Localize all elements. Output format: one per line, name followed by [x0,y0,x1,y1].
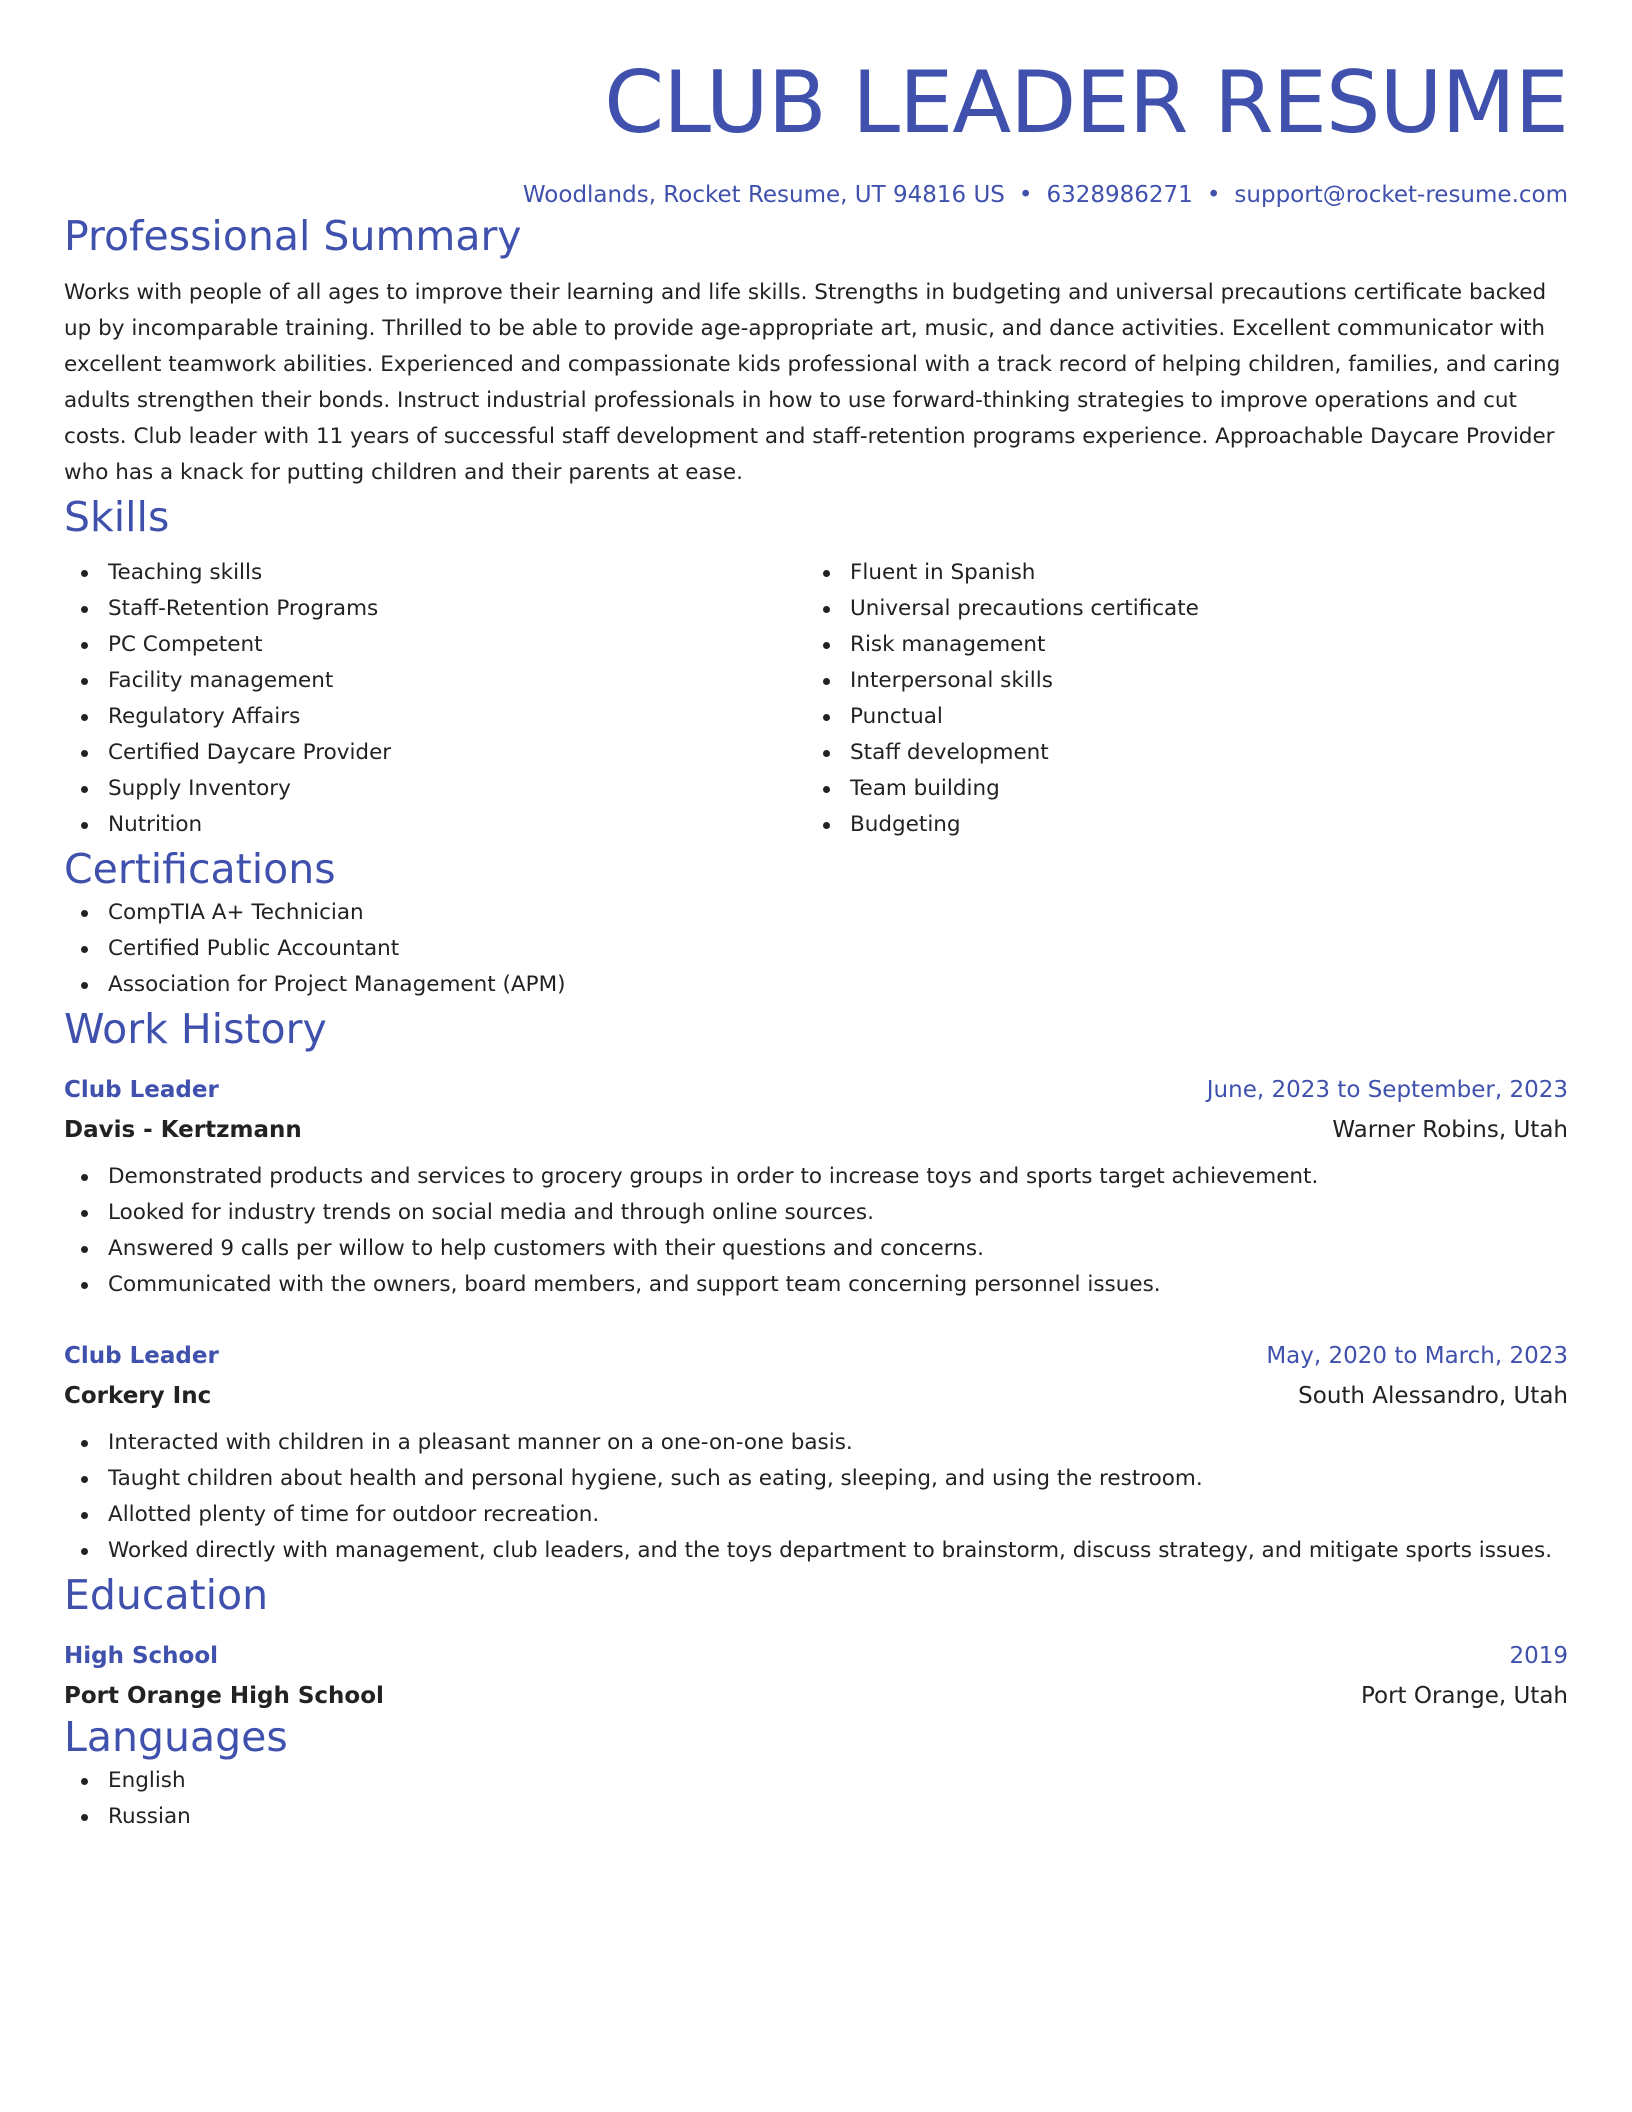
skills-list [64,555,1568,843]
degree: High School [64,1643,219,1669]
skill-item: PC Competent [64,627,806,663]
education-entry-subheader [64,1681,1568,1711]
skill-item: Facility management [64,663,806,699]
skill-item: Budgeting [806,807,1548,843]
work-history-heading: Work History [64,1005,327,1053]
summary-text: Works with people of all ages to improve their learning and life skills. Strengths in budgeting and universal precautions certificate backed up by incomparable training. Thrilled to be able to provide age-appropriate art, music, and dance activities. Excellent communicator with excellent teamwork abilities. Experienced and compassionate kids professional with a track record of helping children, families, and caring adults strengthen their bonds. Instruct industrial professionals in how to use forward-thinking strategies to improve operations and cut costs. Club leader with 11 years of successful staff development and staff-retention programs experience. Approachable Daycare Provider who has a knack for putting children and their parents at ease. [64,280,1561,485]
certification-item: Association for Project Management (APM) [64,967,1568,1003]
skills-column-right [806,555,1548,843]
job-title: Club Leader [64,1077,219,1103]
contact-line [64,180,1568,210]
job-company: Corkery Inc [64,1383,212,1409]
skill-item: Staff-Retention Programs [64,591,806,627]
skill-item: Supply Inventory [64,771,806,807]
skill-item: Certified Daycare Provider [64,735,806,771]
resume-page [64,0,1568,1835]
education-entry [64,1641,1568,1711]
work-entry-header [64,1075,1568,1105]
work-entry [64,1341,1568,1569]
skill-item: Staff development [806,735,1548,771]
skill-item: Punctual [806,699,1548,735]
job-dates: June, 2023 to September, 2023 [1206,1077,1568,1103]
skill-item: Teaching skills [64,555,806,591]
job-location: Warner Robins, Utah [1332,1117,1568,1143]
contact-separator: • [1018,182,1033,208]
resume-title: CLUB LEADER RESUME [604,53,1568,153]
school-location: Port Orange, Utah [1360,1683,1568,1709]
language-item: English [64,1763,1568,1799]
contact-separator: • [1206,182,1221,208]
skill-item: Regulatory Affairs [64,699,806,735]
skill-item: Risk management [806,627,1548,663]
contact-phone: 6328986271 [1046,182,1193,208]
contact-email: support@rocket-resume.com [1234,182,1568,208]
job-duty: Interacted with children in a pleasant manner on a one-on-one basis. [64,1425,1568,1461]
skill-item: Nutrition [64,807,806,843]
job-company: Davis - Kertzmann [64,1117,302,1143]
work-entry-subheader [64,1115,1568,1145]
job-duty: Allotted plenty of time for outdoor recreation. [64,1497,1568,1533]
job-duties-list [64,1425,1568,1569]
languages-heading: Languages [64,1713,288,1761]
work-entry-subheader [64,1381,1568,1411]
contact-address: Woodlands, Rocket Resume, UT 94816 US [522,182,1005,208]
job-location: South Alessandro, Utah [1298,1383,1568,1409]
job-duty: Worked directly with management, club leaders, and the toys department to brainstorm, discuss strategy, and mitigate sports issues. [64,1533,1568,1569]
skill-item: Fluent in Spanish [806,555,1548,591]
certifications-heading: Certifications [64,845,336,893]
summary-heading: Professional Summary [64,212,522,260]
job-dates: May, 2020 to March, 2023 [1266,1343,1568,1369]
education-entry-header [64,1641,1568,1671]
skill-item: Universal precautions certificate [806,591,1548,627]
graduation-year: 2019 [1509,1643,1568,1669]
certification-item: CompTIA A+ Technician [64,895,1568,931]
skill-item: Team building [806,771,1548,807]
education-heading: Education [64,1571,269,1619]
work-entry-header [64,1341,1568,1371]
language-item: Russian [64,1799,1568,1835]
certifications-list [64,895,1568,1003]
languages-list [64,1763,1568,1835]
skills-column-left [64,555,806,843]
job-title: Club Leader [64,1343,219,1369]
job-duty: Demonstrated products and services to grocery groups in order to increase toys and sports target achievement. [64,1159,1568,1195]
job-duty: Answered 9 calls per willow to help customers with their questions and concerns. [64,1231,1568,1267]
job-duty: Communicated with the owners, board members, and support team concerning personnel issues. [64,1267,1568,1303]
certification-item: Certified Public Accountant [64,931,1568,967]
job-duty: Looked for industry trends on social media and through online sources. [64,1195,1568,1231]
work-entry [64,1075,1568,1303]
resume-header [64,0,1568,210]
job-duties-list [64,1159,1568,1303]
skills-heading: Skills [64,493,170,541]
skill-item: Interpersonal skills [806,663,1548,699]
school-name: Port Orange High School [64,1683,384,1709]
job-duty: Taught children about health and personal hygiene, such as eating, sleeping, and using the restroom. [64,1461,1568,1497]
